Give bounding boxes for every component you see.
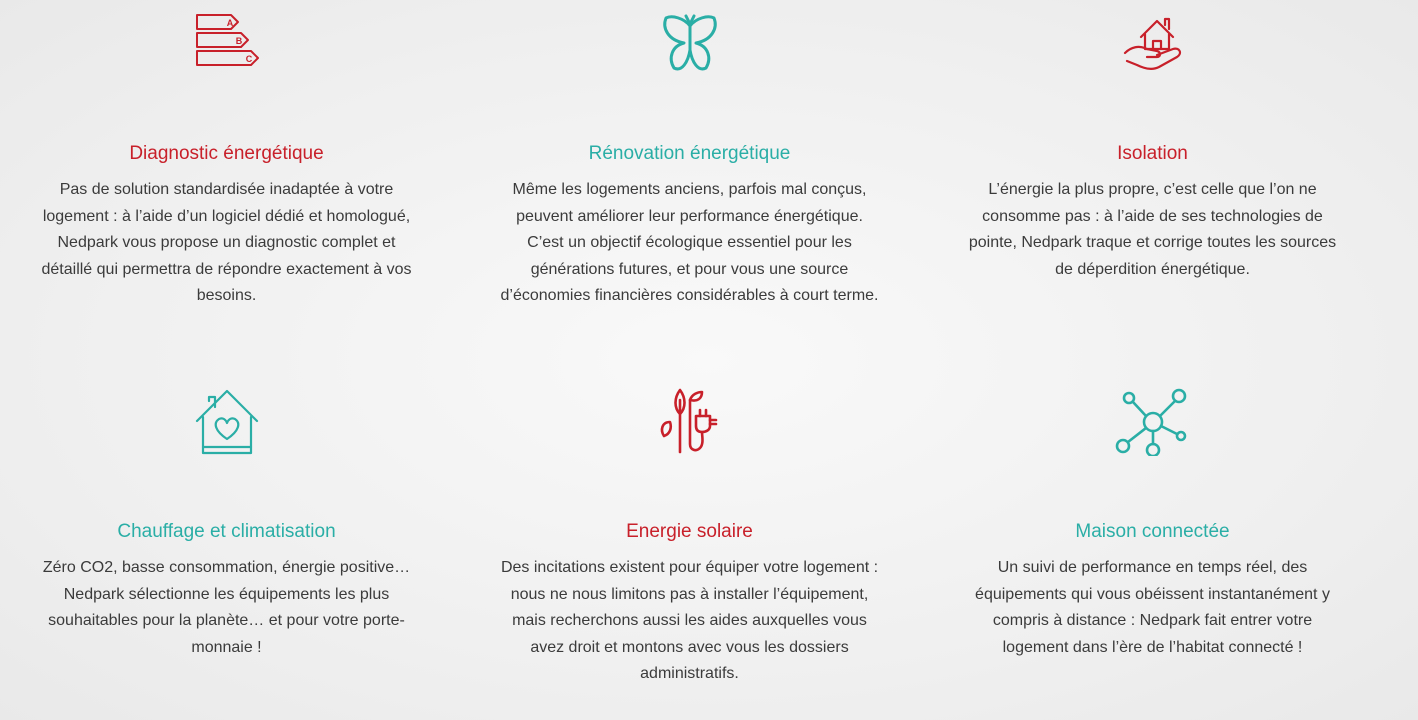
service-description: L’énergie la plus propre, c’est celle que l’on ne consomme pas : à l’aide de ses technologies de pointe, Nedpark traque et corrige toutes les sources de déperdition énergétique. <box>968 181 1337 278</box>
service-title: Isolation <box>1117 143 1188 164</box>
service-description: Même les logements anciens, parfois mal conçus, peuvent améliorer leur performance énergétique. C’est un objectif écologique essentiel pour les générations futures, et pour vous une source d’économies financières considérables à court terme. <box>500 181 879 304</box>
service-diagnostic <box>36 0 417 340</box>
service-title: Rénovation énergétique <box>588 143 791 164</box>
network-hub-icon <box>1113 386 1193 456</box>
butterfly-icon <box>650 10 730 80</box>
service-solaire <box>499 380 880 700</box>
service-renovation <box>499 0 880 340</box>
svg-text:A: A <box>226 18 233 28</box>
house-heart-icon <box>187 387 267 457</box>
energy-rating-icon <box>187 9 267 79</box>
service-description: Des incitations existent pour équiper votre logement : nous ne nous limitons pas à installer l’équipement, mais recherchons aussi les aides auxquelles vous avez droit et montons avec vous les dossiers administratifs. <box>500 559 879 682</box>
service-description: Pas de solution standardisée inadaptée à votre logement : à l’aide d’un logiciel dédié et homologué, Nedpark vous propose un diagnostic complet et détaillé qui permettra de répondre exactement à vos besoins. <box>41 181 412 304</box>
eco-plug-icon <box>650 386 730 456</box>
service-description: Zéro CO2, basse consommation, énergie positive… Nedpark sélectionne les équipements les plus souhaitables pour la planète… et pour votre porte-monnaie ! <box>42 559 411 656</box>
service-description: Un suivi de performance en temps réel, des équipements qui vous obéissent instantanément y compris à distance : Nedpark fait entrer votre logement dans l’ère de l’habitat connecté ! <box>975 559 1330 656</box>
service-title: Maison connectée <box>1075 521 1230 542</box>
service-title: Chauffage et climatisation <box>117 521 336 542</box>
service-maison-connectee <box>962 380 1343 700</box>
service-isolation <box>962 0 1343 340</box>
service-title: Energie solaire <box>626 521 753 542</box>
svg-text:C: C <box>245 54 252 64</box>
house-in-hand-icon <box>1113 9 1193 79</box>
service-chauffage <box>36 380 417 700</box>
svg-text:B: B <box>235 36 242 46</box>
service-title: Diagnostic énergétique <box>129 143 324 164</box>
